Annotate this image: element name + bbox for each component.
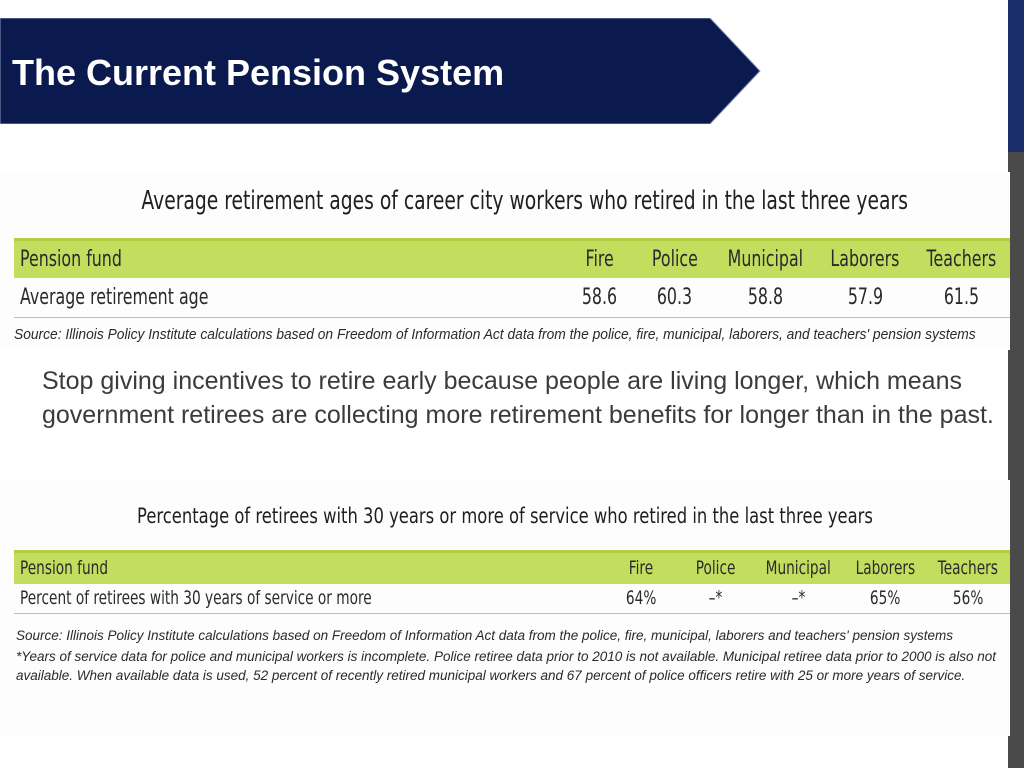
header-police: Police [695,557,736,580]
header-pension-fund: Pension fund [20,557,109,580]
header-fire: Fire [628,557,653,580]
row-label: Average retirement age [20,284,209,310]
cell-municipal: 58.8 [747,284,783,310]
cell-police: –* [708,587,723,610]
cell-municipal: –* [791,587,806,610]
service-years-notes [16,626,996,687]
right-edge-bar-lower [1008,152,1024,768]
header-laborers: Laborers [830,246,900,272]
header-laborers: Laborers [855,557,915,580]
header-teachers: Teachers [926,246,997,272]
table-header-row [14,552,1010,584]
service-years-footnote: *Years of service data for police and municipal workers is incomplete. Police retiree data prior to 2010 is not available. Municipal retiree data prior to 2000 is also not available. When available data is used, 52 percent of recently retired municipal workers and 67 percent of police officers retire with 25 or more years of service. [16,649,997,683]
row-label: Percent of retirees with 30 years of service or more [20,587,372,610]
retirement-age-table [14,238,1010,318]
cell-police: 60.3 [657,284,693,310]
retirement-age-table-panel [0,172,1010,350]
service-years-table-panel [0,480,1010,736]
cell-teachers: 56% [952,587,984,610]
cell-teachers: 61.5 [943,284,980,310]
header-teachers: Teachers [938,557,999,580]
cell-fire: 58.6 [581,284,618,310]
retirement-age-source-note: Source: Illinois Policy Institute calculations based on Freedom of Information Act data from the police, fire, municipal, laborers, and teachers' pension systems [14,326,976,343]
cell-fire: 64% [625,587,656,610]
header-municipal: Municipal [727,246,803,272]
header-pension-fund: Pension fund [20,246,122,272]
slide-title: The Current Pension System [12,52,505,93]
table-row [14,278,1010,318]
header-municipal: Municipal [765,557,831,580]
cell-laborers: 57.9 [847,284,883,310]
service-years-source-note: Source: Illinois Policy Institute calculations based on Freedom of Information Act data from the police, fire, municipal, laborers and teachers' pension systems [16,628,954,643]
table-header-row [14,240,1010,278]
table-row [14,584,1010,614]
service-years-table-title: Percentage of retirees with 30 years or more of service who retired in the last three years [137,504,873,528]
body-paragraph: Stop giving incentives to retire early because people are living longer, which means government retirees are collecting more retirement benefits for longer than in the past. [42,367,994,429]
service-years-table [14,550,1010,614]
header-police: Police [651,246,698,272]
cell-laborers: 65% [869,587,901,610]
header-fire: Fire [585,246,614,272]
retirement-age-table-title: Average retirement ages of career city workers who retired in the last three years [141,186,908,216]
